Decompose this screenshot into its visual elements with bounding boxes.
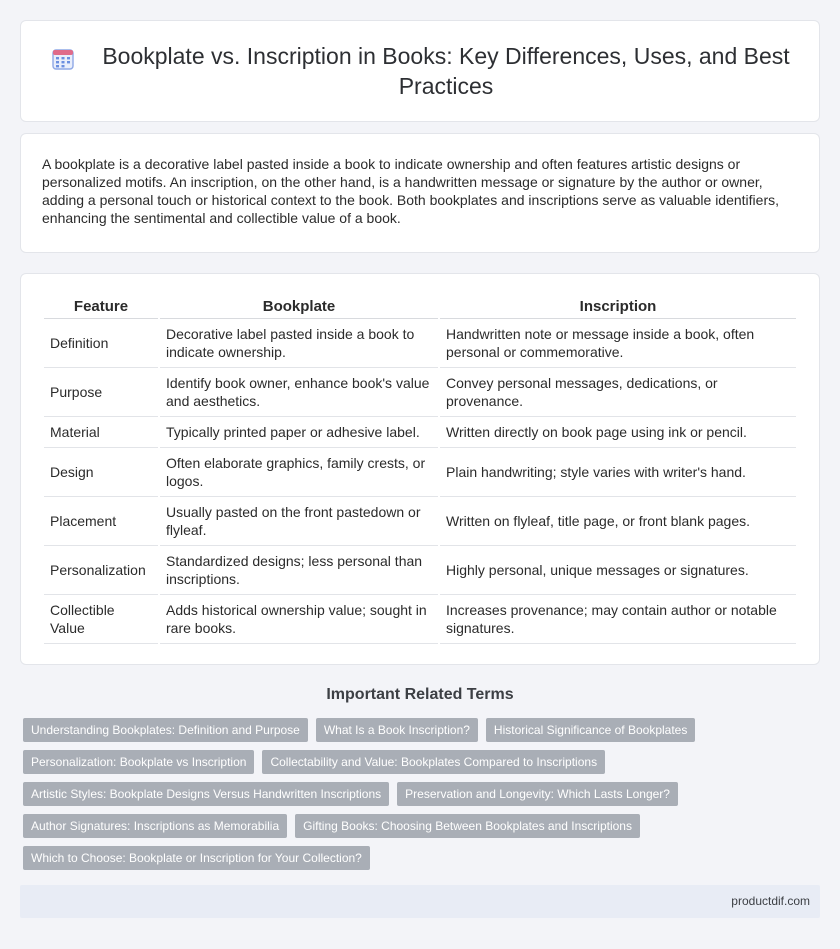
related-term-tag[interactable]: Understanding Bookplates: Definition and Purpose [23,718,308,742]
cell-feature: Material [44,417,158,448]
cell-inscription: Convey personal messages, dedications, or provenance. [440,368,796,417]
cell-bookplate: Identify book owner, enhance book's value and aesthetics. [160,368,438,417]
cell-feature: Definition [44,319,158,368]
cell-inscription: Plain handwriting; style varies with writer's hand. [440,448,796,497]
related-term-tag[interactable]: What Is a Book Inscription? [316,718,478,742]
footer [20,885,820,918]
related-terms-title: Important Related Terms [326,686,514,703]
related-term-tag[interactable]: Author Signatures: Inscriptions as Memorabilia [23,814,287,838]
table-header-row [44,297,796,319]
cell-feature: Personalization [44,546,158,595]
cell-bookplate: Typically printed paper or adhesive label. [160,417,438,448]
cell-feature: Collectible Value [44,595,158,644]
cell-bookplate: Standardized designs; less personal than inscriptions. [160,546,438,595]
table-row [44,546,796,595]
cell-bookplate: Decorative label pasted inside a book to indicate ownership. [160,319,438,368]
page-title: Bookplate vs. Inscription in Books: Key Differences, Uses, and Best Practices [102,43,790,99]
related-term-tag[interactable]: Collectability and Value: Bookplates Compared to Inscriptions [262,750,605,774]
header-bookplate: Bookplate [160,297,438,319]
table-row [44,368,796,417]
table-row [44,595,796,644]
related-term-tag[interactable]: Preservation and Longevity: Which Lasts Longer? [397,782,678,806]
related-term-tag[interactable]: Which to Choose: Bookplate or Inscription for Your Collection? [23,846,370,870]
cell-inscription: Increases provenance; may contain author or notable signatures. [440,595,796,644]
intro-card [20,133,820,253]
table-row [44,417,796,448]
related-term-tag[interactable]: Personalization: Bookplate vs Inscription [23,750,254,774]
comparison-table-card [20,273,820,665]
cell-inscription: Written directly on book page using ink or pencil. [440,417,796,448]
table-row [44,319,796,368]
table-row [44,497,796,546]
cell-feature: Design [44,448,158,497]
intro-paragraph: A bookplate is a decorative label pasted inside a book to indicate ownership and often features artistic designs or personalized motifs. An inscription, on the other hand, is a handwritten message or signature by the author or owner, adding a personal touch or historical context to the book. Both bookplates and inscriptions serve as valuable identifiers, enhancing the sentimental and collectible value of a book. [42,156,779,226]
cell-inscription: Written on flyleaf, title page, or front blank pages. [440,497,796,546]
calendar-grid-icon [51,47,75,71]
cell-inscription: Handwritten note or message inside a book, often personal or commemorative. [440,319,796,368]
cell-bookplate: Often elaborate graphics, family crests, or logos. [160,448,438,497]
header-feature: Feature [44,297,158,319]
cell-bookplate: Adds historical ownership value; sought in rare books. [160,595,438,644]
cell-inscription: Highly personal, unique messages or signatures. [440,546,796,595]
footer-site-link[interactable]: productdif.com [731,894,810,908]
cell-bookplate: Usually pasted on the front pastedown or flyleaf. [160,497,438,546]
related-term-tag[interactable]: Artistic Styles: Bookplate Designs Versus Handwritten Inscriptions [23,782,389,806]
related-term-tag[interactable]: Gifting Books: Choosing Between Bookplates and Inscriptions [295,814,640,838]
comparison-table [42,297,798,644]
table-row [44,448,796,497]
header-card [20,20,820,122]
header-inscription: Inscription [440,297,796,319]
related-term-tag[interactable]: Historical Significance of Bookplates [486,718,695,742]
cell-feature: Placement [44,497,158,546]
cell-feature: Purpose [44,368,158,417]
related-terms-list [23,718,723,870]
